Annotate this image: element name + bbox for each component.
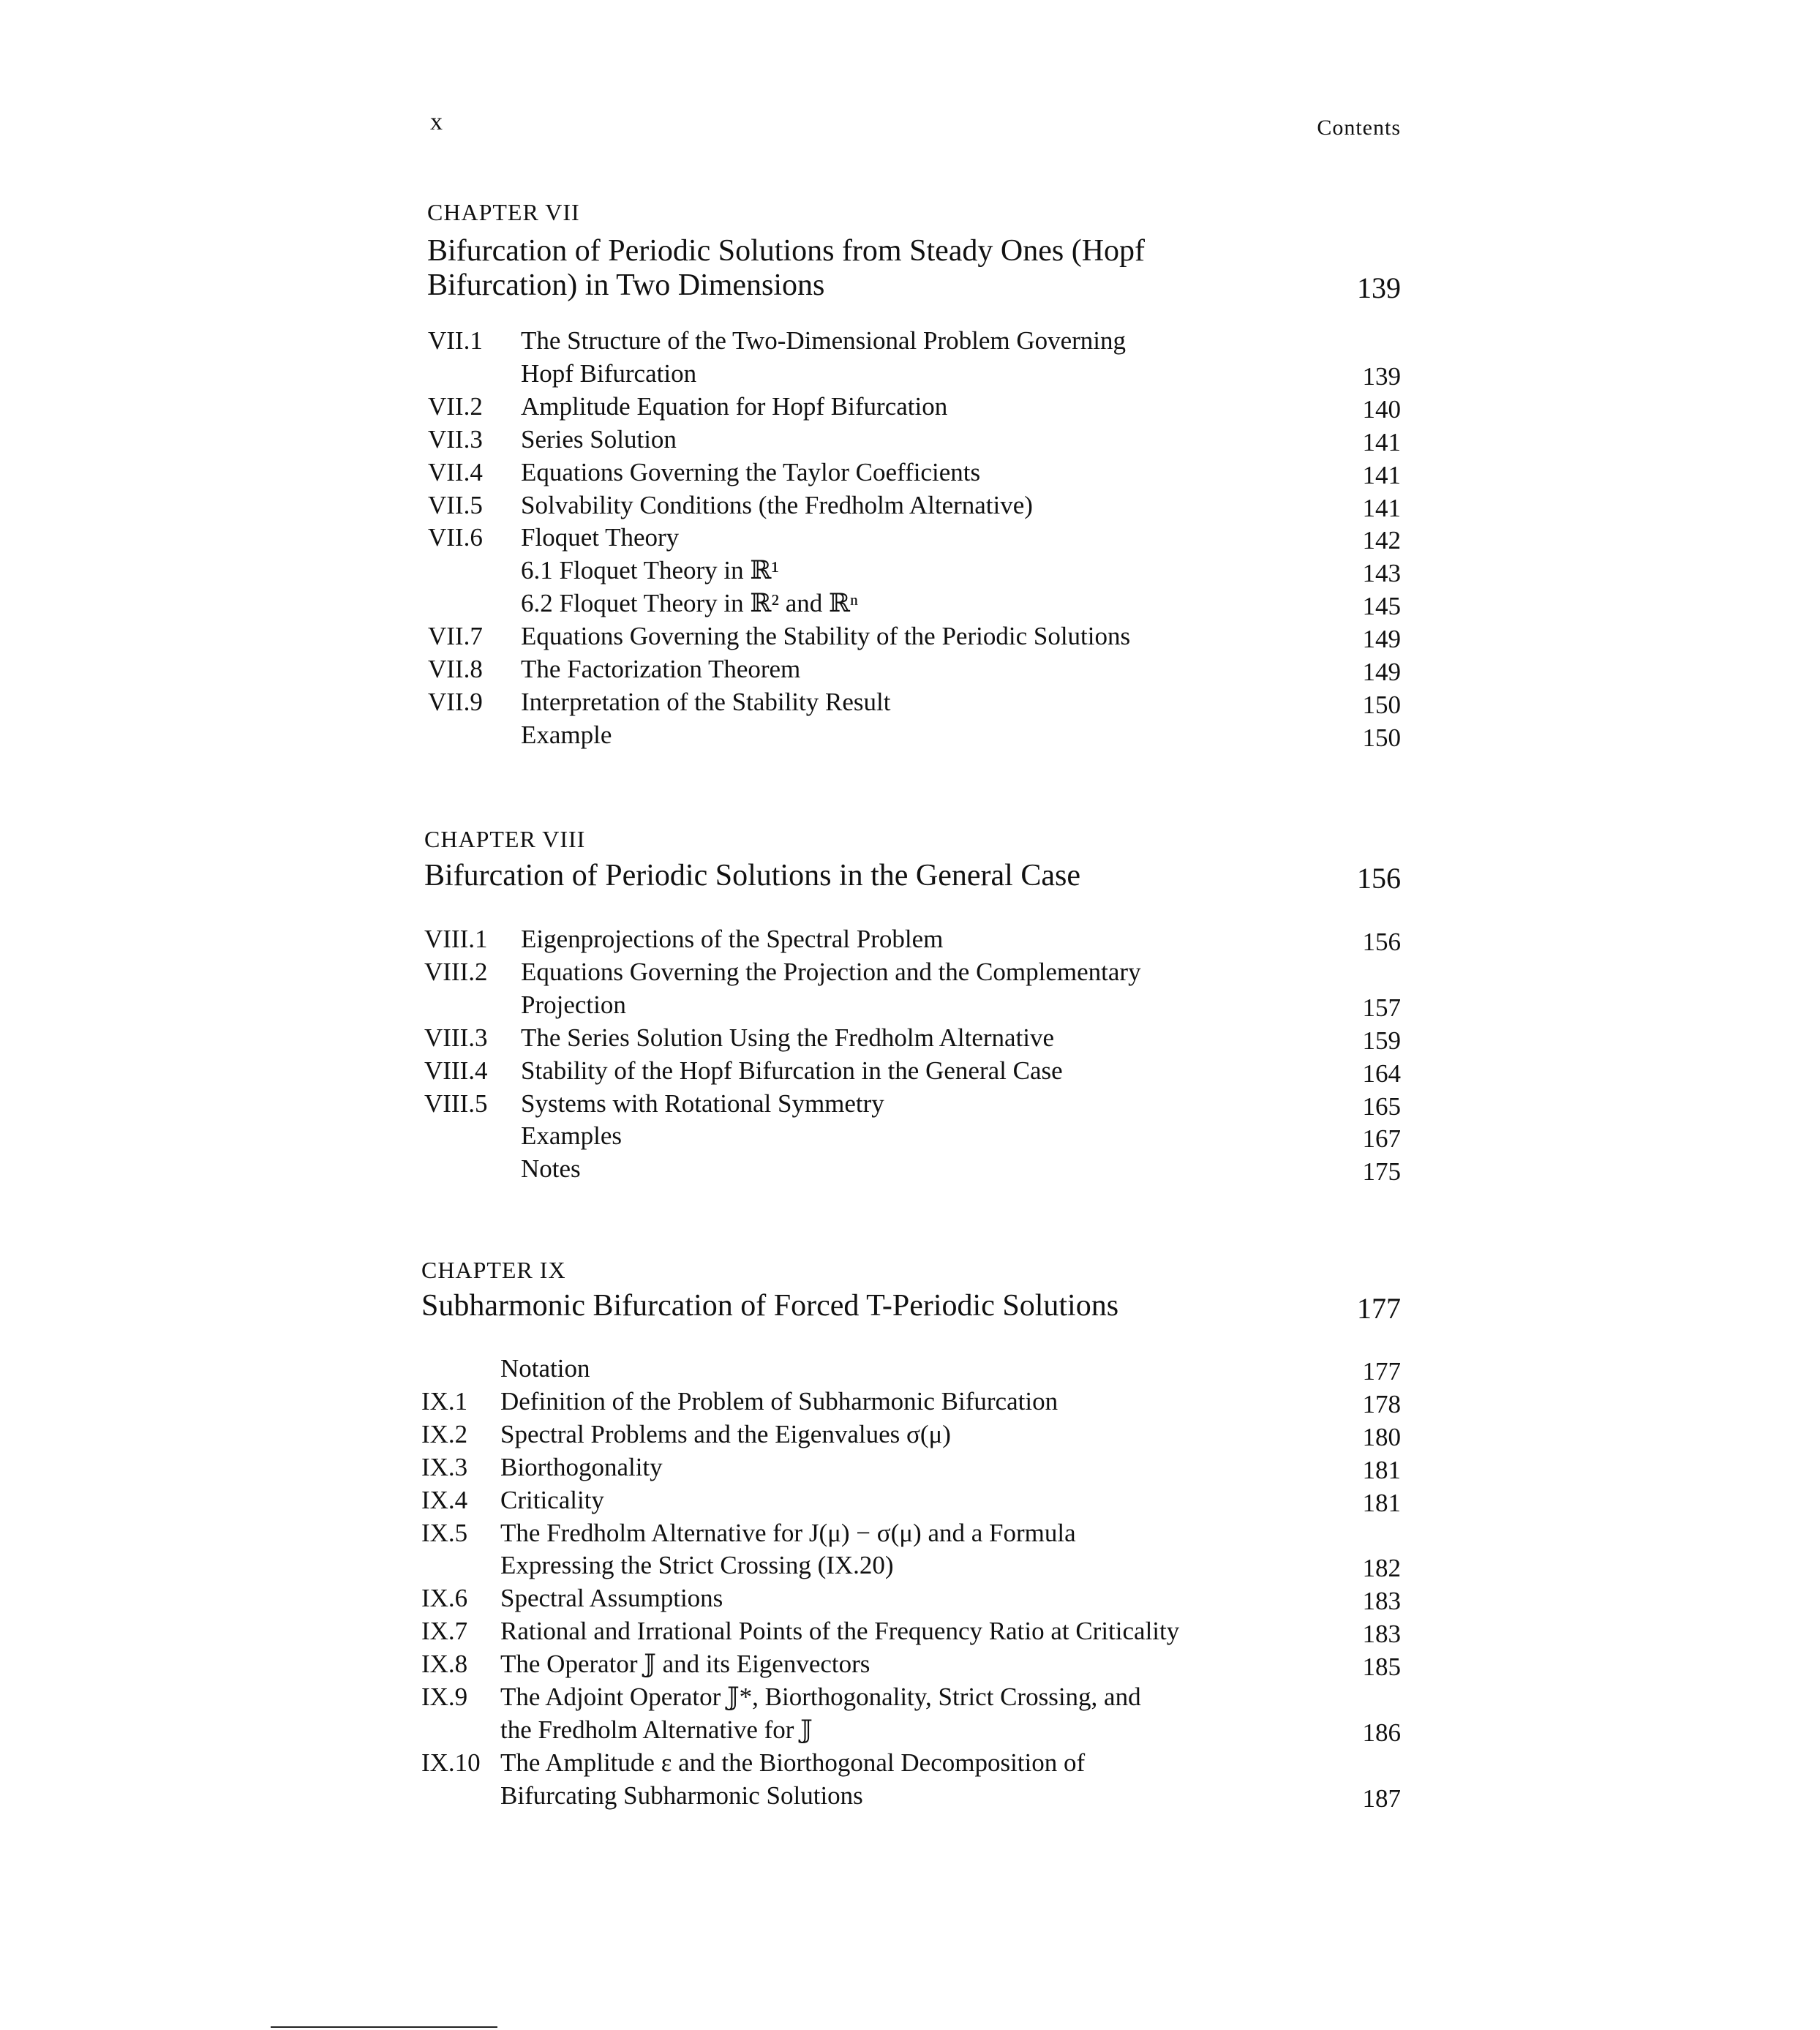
section-page-number: 145 [1362, 592, 1401, 621]
section-page-number: 159 [1362, 1026, 1401, 1055]
section-page-number: 181 [1362, 1455, 1401, 1484]
section-number: IX.1 [421, 1386, 468, 1416]
section-title: Spectral Assumptions [500, 1584, 723, 1613]
section-title: The Fredholm Alternative for J(μ) − σ(μ) and a Formula [500, 1518, 1076, 1547]
section-title: Equations Governing the Stability of the Periodic Solutions [521, 622, 1131, 651]
section-page-number: 157 [1362, 993, 1401, 1022]
section-number: VII.2 [428, 391, 483, 421]
section-title: The Factorization Theorem [521, 655, 801, 683]
scan-edge-line [271, 2026, 497, 2028]
section-title: Equations Governing the Taylor Coefficients [521, 457, 981, 486]
section-number: VIII.4 [424, 1056, 488, 1085]
section-page-number: 183 [1362, 1620, 1401, 1649]
section-title: The Structure of the Two-Dimensional Problem Governing [521, 326, 1127, 355]
section-title: Floquet Theory [521, 523, 680, 552]
section-page-number: 150 [1362, 690, 1401, 719]
section-number: IX.9 [421, 1683, 468, 1711]
section-title: Criticality [500, 1485, 604, 1514]
section-title: Solvability Conditions (the Fredholm Alternative) [521, 490, 1033, 519]
section-page-number: 181 [1362, 1488, 1401, 1517]
chapter-title: Bifurcation) in Two Dimensions [427, 268, 825, 302]
section-title: The Operator 𝕁 and its Eigenvectors [500, 1650, 870, 1679]
section-title: The Amplitude ε and the Biorthogonal Decomposition of [500, 1748, 1086, 1777]
section-title: Expressing the Strict Crossing (IX.20) [500, 1551, 894, 1580]
chapter-label: CHAPTER VIII [424, 826, 586, 852]
section-number: IX.6 [421, 1584, 468, 1613]
section-page-number: 178 [1362, 1389, 1401, 1418]
section-title: Interpretation of the Stability Result [521, 687, 891, 716]
running-title: Contents [1317, 116, 1401, 140]
section-title: the Fredholm Alternative for 𝕁 [500, 1715, 813, 1744]
section-number: VII.4 [428, 457, 483, 486]
section-page-number: 177 [1362, 1357, 1401, 1386]
chapter-label: CHAPTER VII [427, 199, 580, 225]
section-page-number: 180 [1362, 1422, 1401, 1451]
section-title: Amplitude Equation for Hopf Bifurcation [521, 391, 948, 421]
section-title: Rational and Irrational Points of the Frequency Ratio at Criticality [500, 1617, 1180, 1646]
section-page-number: 164 [1362, 1059, 1401, 1088]
section-page-number: 165 [1362, 1091, 1401, 1121]
section-title: Hopf Bifurcation [521, 358, 697, 388]
page-number: x [430, 108, 443, 135]
section-page-number: 150 [1362, 723, 1401, 752]
section-title: Bifurcating Subharmonic Solutions [500, 1781, 863, 1810]
section-page-number: 149 [1362, 625, 1401, 654]
section-page-number: 142 [1362, 526, 1401, 555]
section-number: VIII.1 [424, 925, 488, 953]
section-page-number: 187 [1362, 1783, 1401, 1813]
section-number: VIII.5 [424, 1089, 488, 1118]
section-title: Spectral Problems and the Eigenvalues σ(μ) [500, 1419, 951, 1448]
section-number: VIII.2 [424, 957, 488, 986]
section-title: The Series Solution Using the Fredholm Alternative [521, 1023, 1055, 1052]
chapter-title: Subharmonic Bifurcation of Forced T-Periodic Solutions [421, 1289, 1119, 1323]
section-number: IX.10 [421, 1748, 481, 1777]
section-number: VII.7 [428, 622, 483, 651]
section-page-number: 141 [1362, 493, 1401, 522]
section-title: Notes [521, 1154, 581, 1184]
section-page-number: 149 [1362, 658, 1401, 686]
chapter-page-number: 177 [1357, 1292, 1401, 1325]
chapter-page-number: 139 [1357, 271, 1401, 304]
section-page-number: 183 [1362, 1587, 1401, 1616]
section-title: Projection [521, 990, 626, 1019]
chapter-title: Bifurcation of Periodic Solutions in the General Case [424, 859, 1080, 892]
section-number: VII.9 [428, 687, 483, 716]
section-number: IX.8 [421, 1650, 468, 1679]
section-title: Systems with Rotational Symmetry [521, 1089, 884, 1118]
section-number: VII.1 [428, 326, 483, 355]
section-title: Stability of the Hopf Bifurcation in the General Case [521, 1056, 1063, 1085]
section-page-number: 141 [1362, 460, 1401, 489]
section-page-number: 167 [1362, 1124, 1401, 1154]
section-page-number: 175 [1362, 1157, 1401, 1187]
section-page-number: 143 [1362, 559, 1401, 588]
section-page-number: 185 [1362, 1653, 1401, 1682]
section-title: Eigenprojections of the Spectral Problem [521, 925, 944, 953]
section-title: 6.1 Floquet Theory in ℝ¹ [521, 556, 779, 585]
section-number: IX.3 [421, 1452, 468, 1481]
section-number: VII.8 [428, 655, 483, 683]
chapter-title: Bifurcation of Periodic Solutions from Steady Ones (Hopf [427, 234, 1146, 268]
section-title: Examples [521, 1121, 623, 1151]
section-page-number: 156 [1362, 928, 1401, 956]
section-page-number: 182 [1362, 1554, 1401, 1583]
section-title: Biorthogonality [500, 1452, 663, 1481]
section-number: IX.2 [421, 1419, 468, 1448]
section-page-number: 186 [1362, 1718, 1401, 1747]
section-title: Equations Governing the Projection and the Complementary [521, 957, 1141, 986]
section-number: VIII.3 [424, 1023, 488, 1052]
section-number: IX.4 [421, 1485, 468, 1514]
section-page-number: 140 [1362, 394, 1401, 424]
section-title: Series Solution [521, 424, 677, 454]
chapter-page-number: 156 [1357, 862, 1401, 895]
section-page-number: 141 [1362, 427, 1401, 456]
section-number: IX.7 [421, 1617, 468, 1646]
section-title: Definition of the Problem of Subharmonic Bifurcation [500, 1386, 1058, 1416]
section-number: IX.5 [421, 1518, 468, 1547]
chapter-label: CHAPTER IX [421, 1257, 566, 1283]
section-number: VII.3 [428, 424, 483, 454]
section-title: Example [521, 720, 612, 749]
section-number: VII.6 [428, 523, 483, 552]
section-title: 6.2 Floquet Theory in ℝ² and ℝⁿ [521, 589, 859, 618]
section-number: VII.5 [428, 490, 483, 519]
section-title: The Adjoint Operator 𝕁*, Biorthogonality, Strict Crossing, and [500, 1683, 1141, 1711]
section-page-number: 139 [1362, 361, 1401, 391]
section-title: Notation [500, 1354, 590, 1383]
